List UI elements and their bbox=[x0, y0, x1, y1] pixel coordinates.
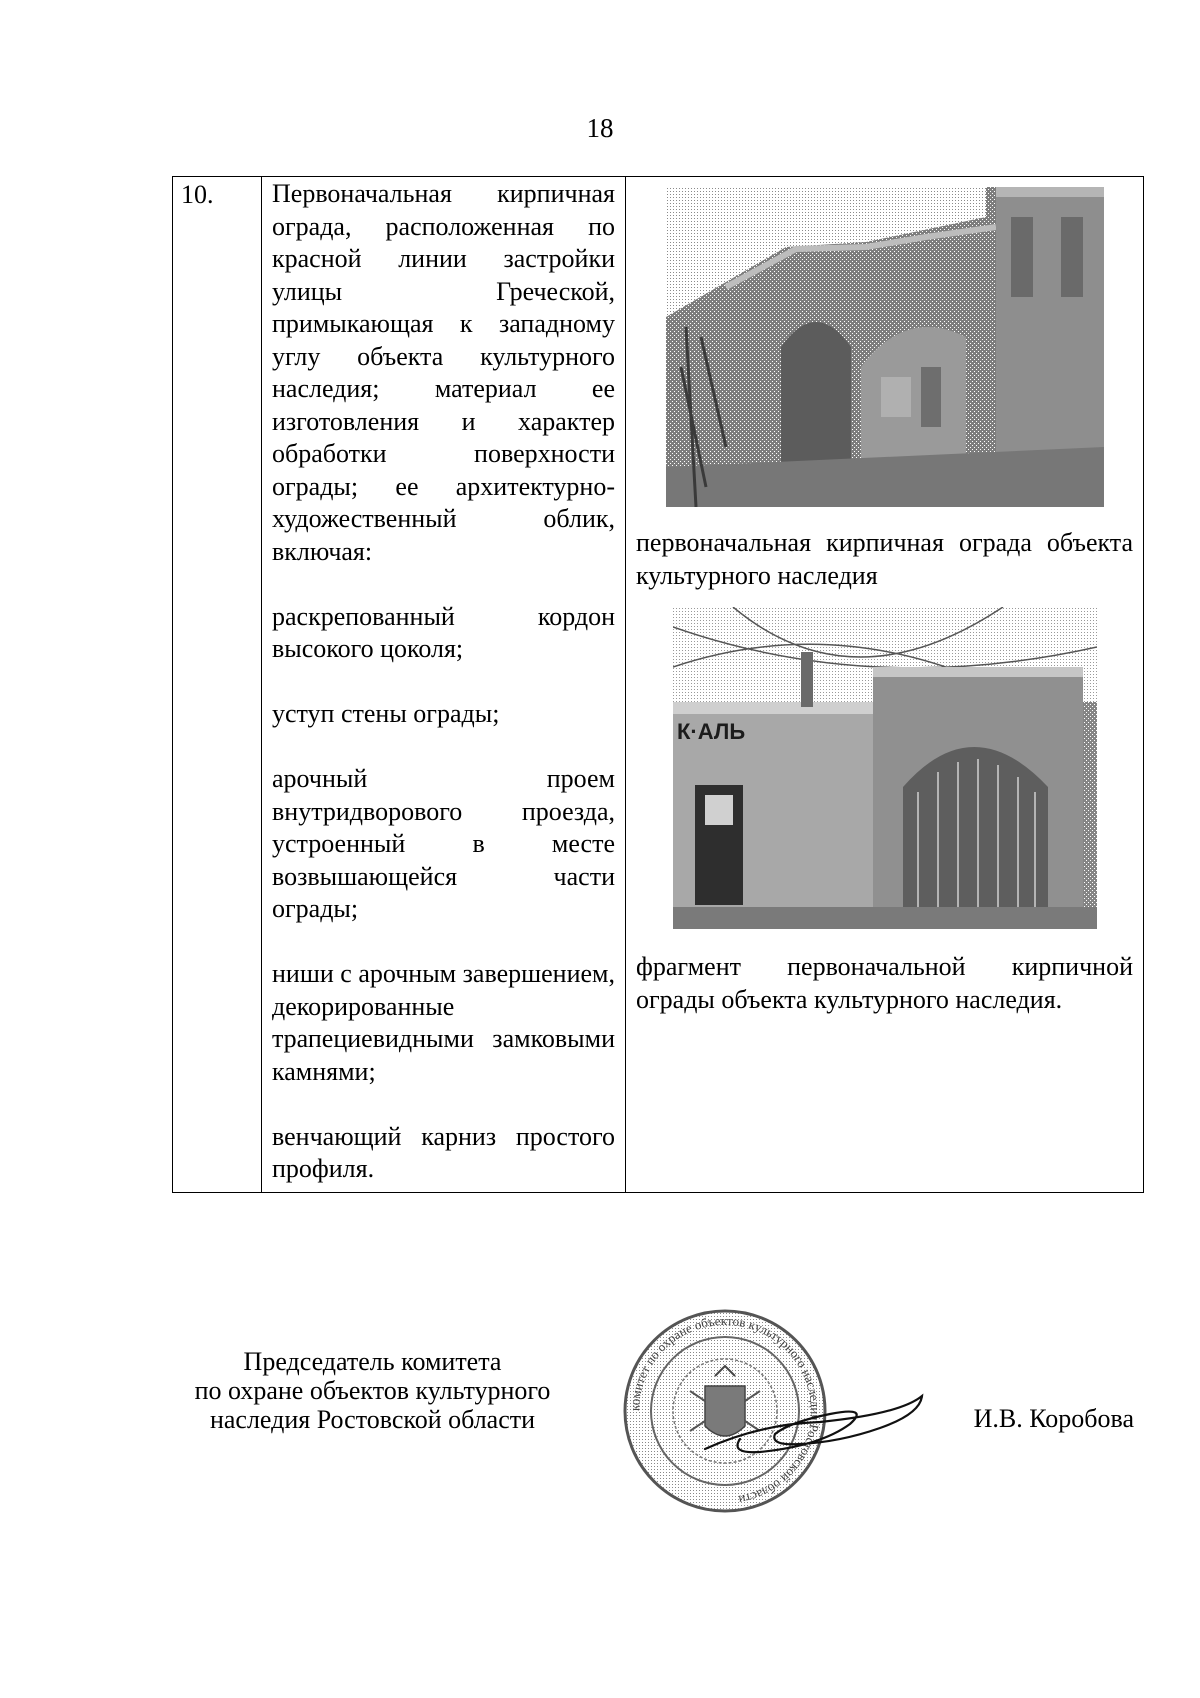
position-line: Председатель комитета bbox=[243, 1347, 502, 1376]
shop-sign-text: К·АЛЬ bbox=[676, 719, 745, 744]
photo-brick-fence-street-view bbox=[666, 187, 1104, 507]
position-line: наследия Ростовской области bbox=[209, 1405, 536, 1434]
photos-cell bbox=[626, 177, 1144, 1193]
description-paragraph: раскрепованный кордон высокого цоколя; bbox=[272, 601, 615, 663]
description-paragraph: арочный проем внутридворового проезда, устроенный в месте возвышающейся части ограды; bbox=[272, 764, 615, 923]
description-paragraph: ниши с арочным завершением, декорированные трапециевидными замковыми камнями; bbox=[272, 959, 615, 1086]
table-row bbox=[173, 177, 1144, 1193]
signatory-name: И.В. Коробова bbox=[973, 1404, 1134, 1433]
element-description bbox=[262, 177, 626, 1193]
position-line: по охране объектов культурного bbox=[194, 1376, 551, 1405]
description-paragraph: венчающий карниз простого профиля. bbox=[272, 1121, 615, 1183]
handwritten-signature bbox=[700, 1384, 930, 1464]
heritage-elements-table bbox=[172, 176, 1144, 1193]
signatory-position bbox=[170, 1347, 575, 1434]
photo-caption: фрагмент первоначальной кирпичной ограды объекта культурного наследия. bbox=[636, 952, 1133, 1014]
seal-ring-text: комитет по охране объектов культурного наследия Ростовской области bbox=[626, 1312, 824, 1508]
photo-fence-arch-fragment bbox=[673, 607, 1097, 929]
photo-caption: первоначальная кирпичная ограда объекта культурного наследия bbox=[636, 528, 1133, 590]
description-paragraph: уступ стены ограды; bbox=[272, 699, 500, 728]
page-number: 18 bbox=[586, 113, 614, 143]
row-number: 10. bbox=[173, 177, 262, 1193]
description-paragraph: Первоначальная кирпичная ограда, расположенная по красной линии застройки улицы Греческой, примыкающая к западному углу объекта культурного наследия; материал ее изготовления и характер обработки поверхности ограды; ее архитектурно-художественный облик, включая: bbox=[272, 179, 615, 566]
